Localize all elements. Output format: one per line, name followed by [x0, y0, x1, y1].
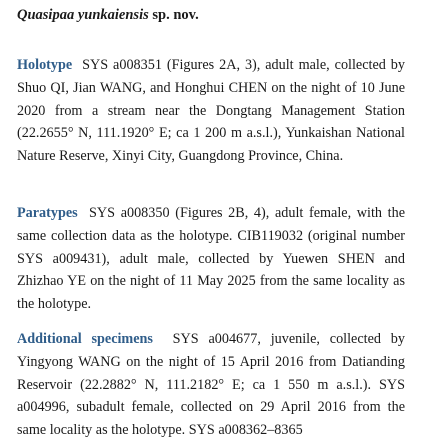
holotype-heading: Holotype	[17, 57, 73, 74]
holotype-text: SYS a008351 (Figures 2A, 3), adult male, collected by Shuo QI, Jian WANG, and Honghui CHEN on the night of 10 June 2020 from a stream near the Dongtang Management Station (22.2655° N, 111.1920° E; ca 1 200 m a.s.l.), Yunkaishan National Nature Reserve, Xinyi City, Guangdong Province, China.	[17, 57, 405, 164]
species-title	[17, 7, 199, 24]
paratypes-heading: Paratypes	[17, 205, 78, 222]
paratypes-paragraph	[17, 202, 405, 316]
species-suffix: sp. nov.	[152, 7, 199, 23]
holotype-paragraph	[17, 54, 405, 168]
species-binomial: Quasipaa yunkaiensis	[17, 7, 149, 23]
paratypes-text: SYS a008350 (Figures 2B, 4), adult female, with the same collection data as the holotype. CIB119032 (original number SYS a009431), adult male, collected by Yuewen SHEN and Zhizhao YE on the night of 11 May 2025 from the same locality as the holotype.	[17, 205, 405, 312]
additional-specimens-text: SYS a004677, juvenile, collected by Yingyong WANG on the night of 15 April 2016 from Datianding Reservoir (22.2882° N, 111.2182° E; ca 1 550 m a.s.l.). SYS a004996, subadult female, collected on 29 April 2016 from the same locality as the holotype. SYS a008362–8365	[17, 331, 405, 438]
additional-specimens-heading: Additional specimens	[17, 331, 153, 348]
additional-specimens-paragraph	[17, 328, 405, 442]
